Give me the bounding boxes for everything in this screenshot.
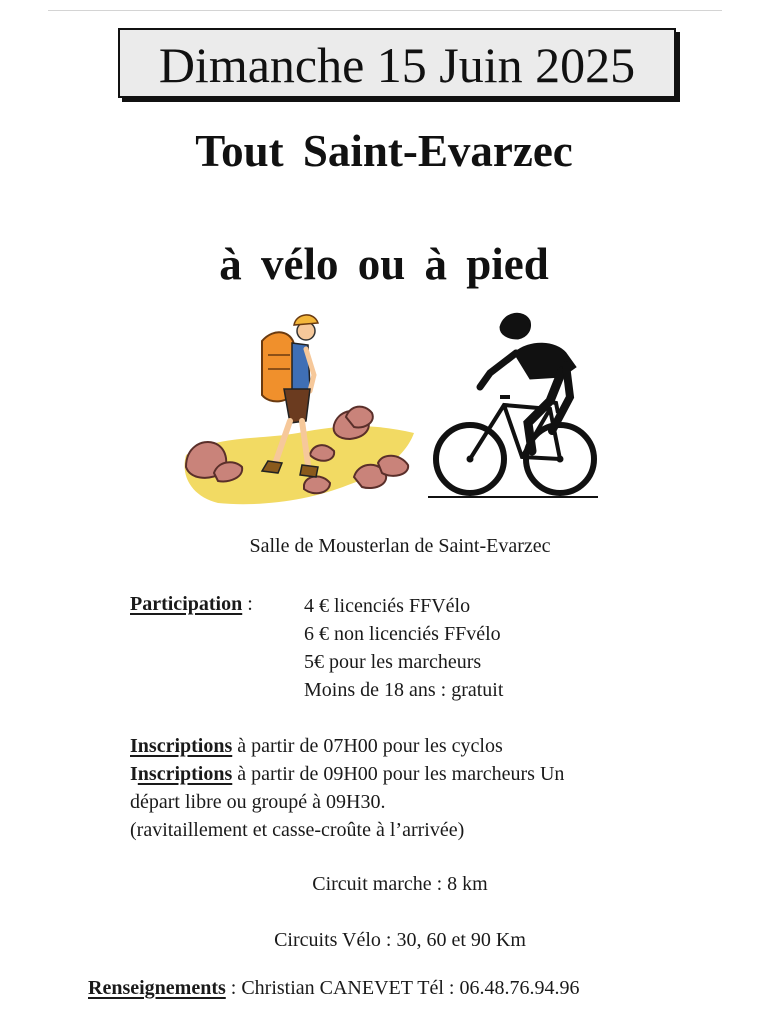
event-date: Dimanche 15 Juin 2025 xyxy=(158,37,636,93)
circuits-velo: Circuits Vélo : 30, 60 et 90 Km xyxy=(274,929,526,951)
price-item: 4 € licenciés FFVélo xyxy=(304,595,471,617)
inscription-cyclos: Inscriptions à partir de 07H00 pour les cyclos xyxy=(130,735,503,757)
illustration xyxy=(178,305,618,515)
event-subtitle: à vélo ou à pied xyxy=(219,239,549,289)
contact-info: Renseignements : Christian CANEVET Tél : 06.48.76.94.96 xyxy=(88,977,580,999)
cyclist-icon xyxy=(428,313,598,497)
price-list xyxy=(304,592,503,704)
date-banner xyxy=(118,28,676,98)
price-item: 6 € non licenciés FFvélo xyxy=(304,623,501,645)
participation-label: Participation : xyxy=(130,593,253,615)
inscription-marcheurs: Inscriptions à partir de 09H00 pour les marcheurs Un xyxy=(130,763,565,785)
depart-info: départ libre ou groupé à 09H30. xyxy=(130,791,386,813)
top-divider xyxy=(48,10,722,11)
ravitaillement-info: (ravitaillement et casse-croûte à l’arrivée) xyxy=(130,819,465,841)
venue-name: Salle de Mousterlan de Saint-Evarzec xyxy=(249,535,551,557)
circuit-marche: Circuit marche : 8 km xyxy=(312,873,488,895)
hiker-icon xyxy=(185,315,414,504)
price-item: 5€ pour les marcheurs xyxy=(304,651,482,673)
price-item: Moins de 18 ans : gratuit xyxy=(304,679,504,701)
event-title: Tout Saint-Evarzec xyxy=(195,126,573,176)
inscriptions-block xyxy=(130,732,690,844)
